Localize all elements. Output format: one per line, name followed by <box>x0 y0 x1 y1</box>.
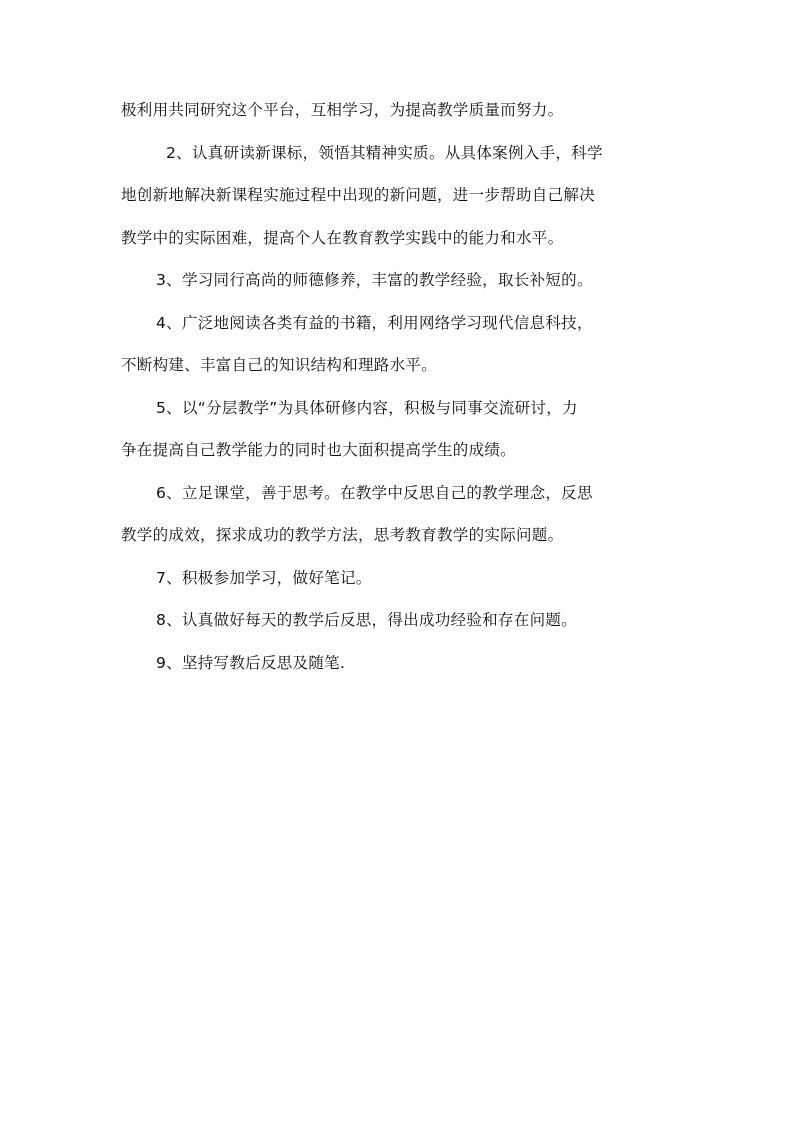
paragraph-line: 8、认真做好每天的教学后反思，得出成功经验和存在问题。 <box>156 611 577 629</box>
paragraph-line: 地创新地解决新课程实施过程中出现的新问题，进一步帮助自己解决 <box>121 186 596 204</box>
paragraph-line: 9、坚持写教后反思及随笔. <box>156 653 346 672</box>
paragraph-line: 5、以“分层教学”为具体研修内容，积极与同事交流研讨，力 <box>156 398 578 417</box>
paragraph-line: 教学中的实际困难，提高个人在教育教学实践中的能力和水平。 <box>121 228 564 247</box>
paragraph-line: 6、立足课堂，善于思考。在教学中反思自己的教学理念，反思 <box>156 483 593 502</box>
paragraph-line: 7、积极参加学习，做好笔记。 <box>156 568 372 587</box>
paragraph-line: 争在提高自己教学能力的同时也大面积提高学生的成绩。 <box>121 441 517 459</box>
paragraph-line: 2、认真研读新课标，领悟其精神实质。从具体案例入手，科学 <box>166 143 603 162</box>
paragraph-line: 4、广泛地阅读各类有益的书籍，利用网络学习现代信息科技， <box>156 313 593 332</box>
paragraph-line: 3、学习同行高尚的师德修养，丰富的教学经验，取长补短的。 <box>156 271 593 289</box>
paragraph-line: 极利用共同研究这个平台，互相学习，为提高教学质量而努力。 <box>121 101 564 119</box>
document-body <box>121 100 681 695</box>
paragraph-line: 不断构建、丰富自己的知识结构和理路水平。 <box>121 356 438 374</box>
paragraph-line: 教学的成效，探求成功的教学方法，思考教育教学的实际问题。 <box>121 526 564 544</box>
